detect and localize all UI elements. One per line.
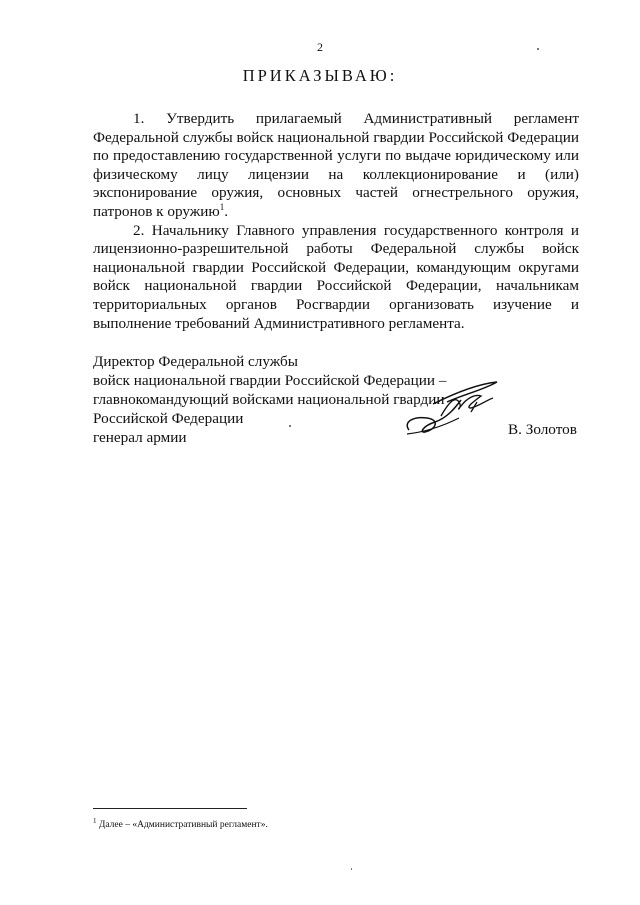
signatory-block [93,352,579,447]
signatory-line-1: Директор Федеральной службы [93,353,298,370]
signatory-line-3: главнокомандующий войсками национальной гвардии [93,391,445,408]
signatory-line-5: генерал армии [93,429,187,446]
footnote-text: Далее – «Административный регламент». [96,820,268,831]
order-body [93,110,579,333]
order-item-1-text: 1. Утвердить прилагаемый Административный регламент Федеральной службы войск национальной гвардии Российской Федерации по предоставлению государственной услуги по выдаче юридическому или физическому лицу лицензии на коллекционирование и (или) экспонирование оружия, основных частей огнестрельного оружия, патронов к оружию [93,110,579,220]
order-item-1-tail: . [224,202,228,220]
footnote-reference: 1 [219,201,225,212]
order-item-1 [93,110,579,222]
scan-speck [289,425,291,427]
signatory-line-2: войск национальной гвардии Российской Федерации – [93,372,447,389]
footnote-number: 1 [93,817,97,825]
handwritten-signature [395,372,505,444]
scan-speck [537,48,539,50]
scan-speck [351,868,352,870]
footnote-separator [93,808,247,809]
order-heading: ПРИКАЗЫВАЮ: [242,66,398,85]
footnote [93,815,268,831]
signer-name: В. Золотов [508,421,577,438]
signatory-line-4: Российской Федерации [93,410,244,427]
order-item-2: 2. Начальнику Главного управления государственного контроля и лицензионно-разрешительной работы Федеральной службы войск национальной гвардии Российской Федерации, командующим округами войск национальной гвардии Российской Федерации, начальникам территориальных органов Росгвардии организовать изучение и выполнение требований Административного регламента. [93,221,579,332]
page-number: 2 [317,40,323,54]
